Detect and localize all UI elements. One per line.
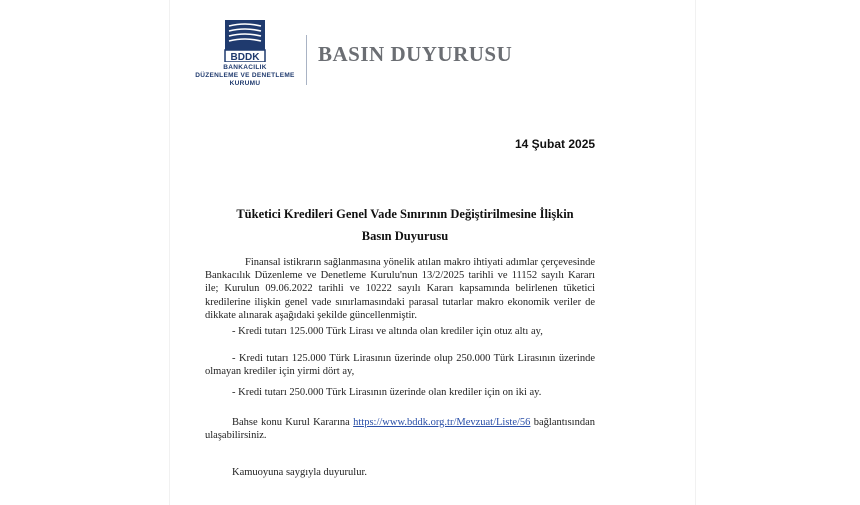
reference-prefix: Bahse konu Kurul Kararına bbox=[232, 417, 354, 428]
announcement-date: 14 Şubat 2025 bbox=[515, 137, 596, 151]
page-title: BASIN DUYURUSU bbox=[318, 42, 513, 66]
reference-paragraph bbox=[205, 416, 595, 442]
bddk-abbr: BDDK bbox=[230, 52, 260, 62]
regulation-link[interactable]: https://www.bddk.org.tr/Mevzuat/Liste/56 bbox=[353, 417, 531, 428]
bullet-item-3: - Kredi tutarı 250.000 Türk Lirasının üzerinde olan krediler için on iki ay. bbox=[232, 387, 542, 398]
bullet-item-2: - Kredi tutarı 125.000 Türk Lirasının üzerinde olup 250.000 Türk Lirasının üzerinde olmayan krediler için yirmi dört ay, bbox=[205, 353, 595, 378]
closing-line: Kamuoyuna saygıyla duyurulur. bbox=[232, 467, 368, 478]
bullet-item-1: - Kredi tutarı 125.000 Türk Lirası ve altında olan krediler için otuz altı ay, bbox=[232, 326, 543, 337]
header-divider bbox=[306, 35, 307, 85]
reference-suffix: bağlantısından ulaşabilirsiniz. bbox=[205, 417, 595, 442]
subject-heading bbox=[215, 203, 595, 247]
bddk-full-name: BANKACILIK DÜZENLEME VE DENETLEME KURUMU bbox=[195, 64, 295, 87]
subject-line-1: Tüketici Kredileri Genel Vade Sınırının Değiştirilmesine İlişkin bbox=[236, 207, 574, 221]
bddk-logo bbox=[195, 20, 295, 92]
bddk-logo-mark bbox=[219, 20, 271, 62]
subject-line-2: Basın Duyurusu bbox=[361, 229, 449, 243]
intro-paragraph: Finansal istikrarın sağlanmasına yönelik atılan makro ihtiyati adımlar çerçevesinde Bankacılık Düzenleme ve Denetleme Kurulu'nun 13/2/2025 tarihli ve 11152 sayılı Kararı ile; Kurulun 09.06.2022 tarihli ve 10222 sayılı Kararı kapsamında belirlenen tüketici kredilerine ilişkin genel vade sınırlamasındaki parasal tutarlar makro ekonomik veriler de dikkate alınarak aşağıdaki şekilde güncellenmiştir. bbox=[205, 257, 595, 321]
